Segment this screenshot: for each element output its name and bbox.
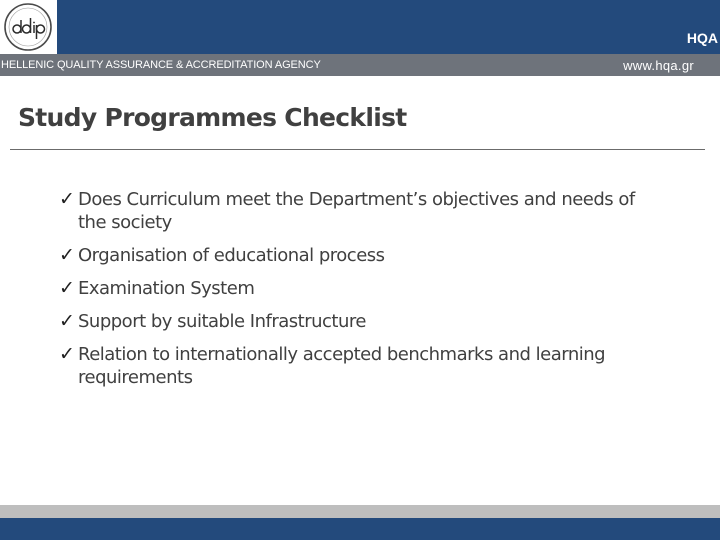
checklist-item — [60, 244, 660, 267]
checklist — [60, 188, 660, 399]
checklist-item-text: Relation to internationally accepted benchmarks and learning requirements — [78, 344, 606, 388]
agency-short-name: HQA — [686, 30, 718, 46]
checkmark-icon: ✓ — [59, 244, 75, 266]
agency-full-name: HELLENIC QUALITY ASSURANCE & ACCREDITATION AGENCY — [1, 59, 321, 71]
slide-title: Study Programmes Checklist — [18, 103, 407, 132]
checkmark-icon: ✓ — [59, 310, 75, 332]
checkmark-icon: ✓ — [59, 343, 75, 365]
agency-website: www.hqa.gr — [623, 58, 694, 73]
checklist-item — [60, 343, 660, 389]
footer-dark-bar — [0, 518, 720, 540]
checklist-item-text: Organisation of educational process — [78, 245, 385, 266]
agency-logo — [0, 0, 57, 54]
checklist-item — [60, 277, 660, 300]
checklist-item-text: Examination System — [78, 278, 255, 299]
agency-sub-bar — [0, 54, 720, 76]
title-divider — [10, 149, 705, 150]
checklist-item-text: Does Curriculum meet the Department’s objectives and needs of the society — [78, 189, 635, 233]
top-header-bar — [0, 0, 720, 54]
checklist-item — [60, 188, 660, 234]
adip-logo-icon — [2, 2, 55, 52]
checkmark-icon: ✓ — [59, 188, 75, 210]
checkmark-icon: ✓ — [59, 277, 75, 299]
footer-light-bar — [0, 505, 720, 518]
checklist-item-text: Support by suitable Infrastructure — [78, 311, 366, 332]
checklist-item — [60, 310, 660, 333]
